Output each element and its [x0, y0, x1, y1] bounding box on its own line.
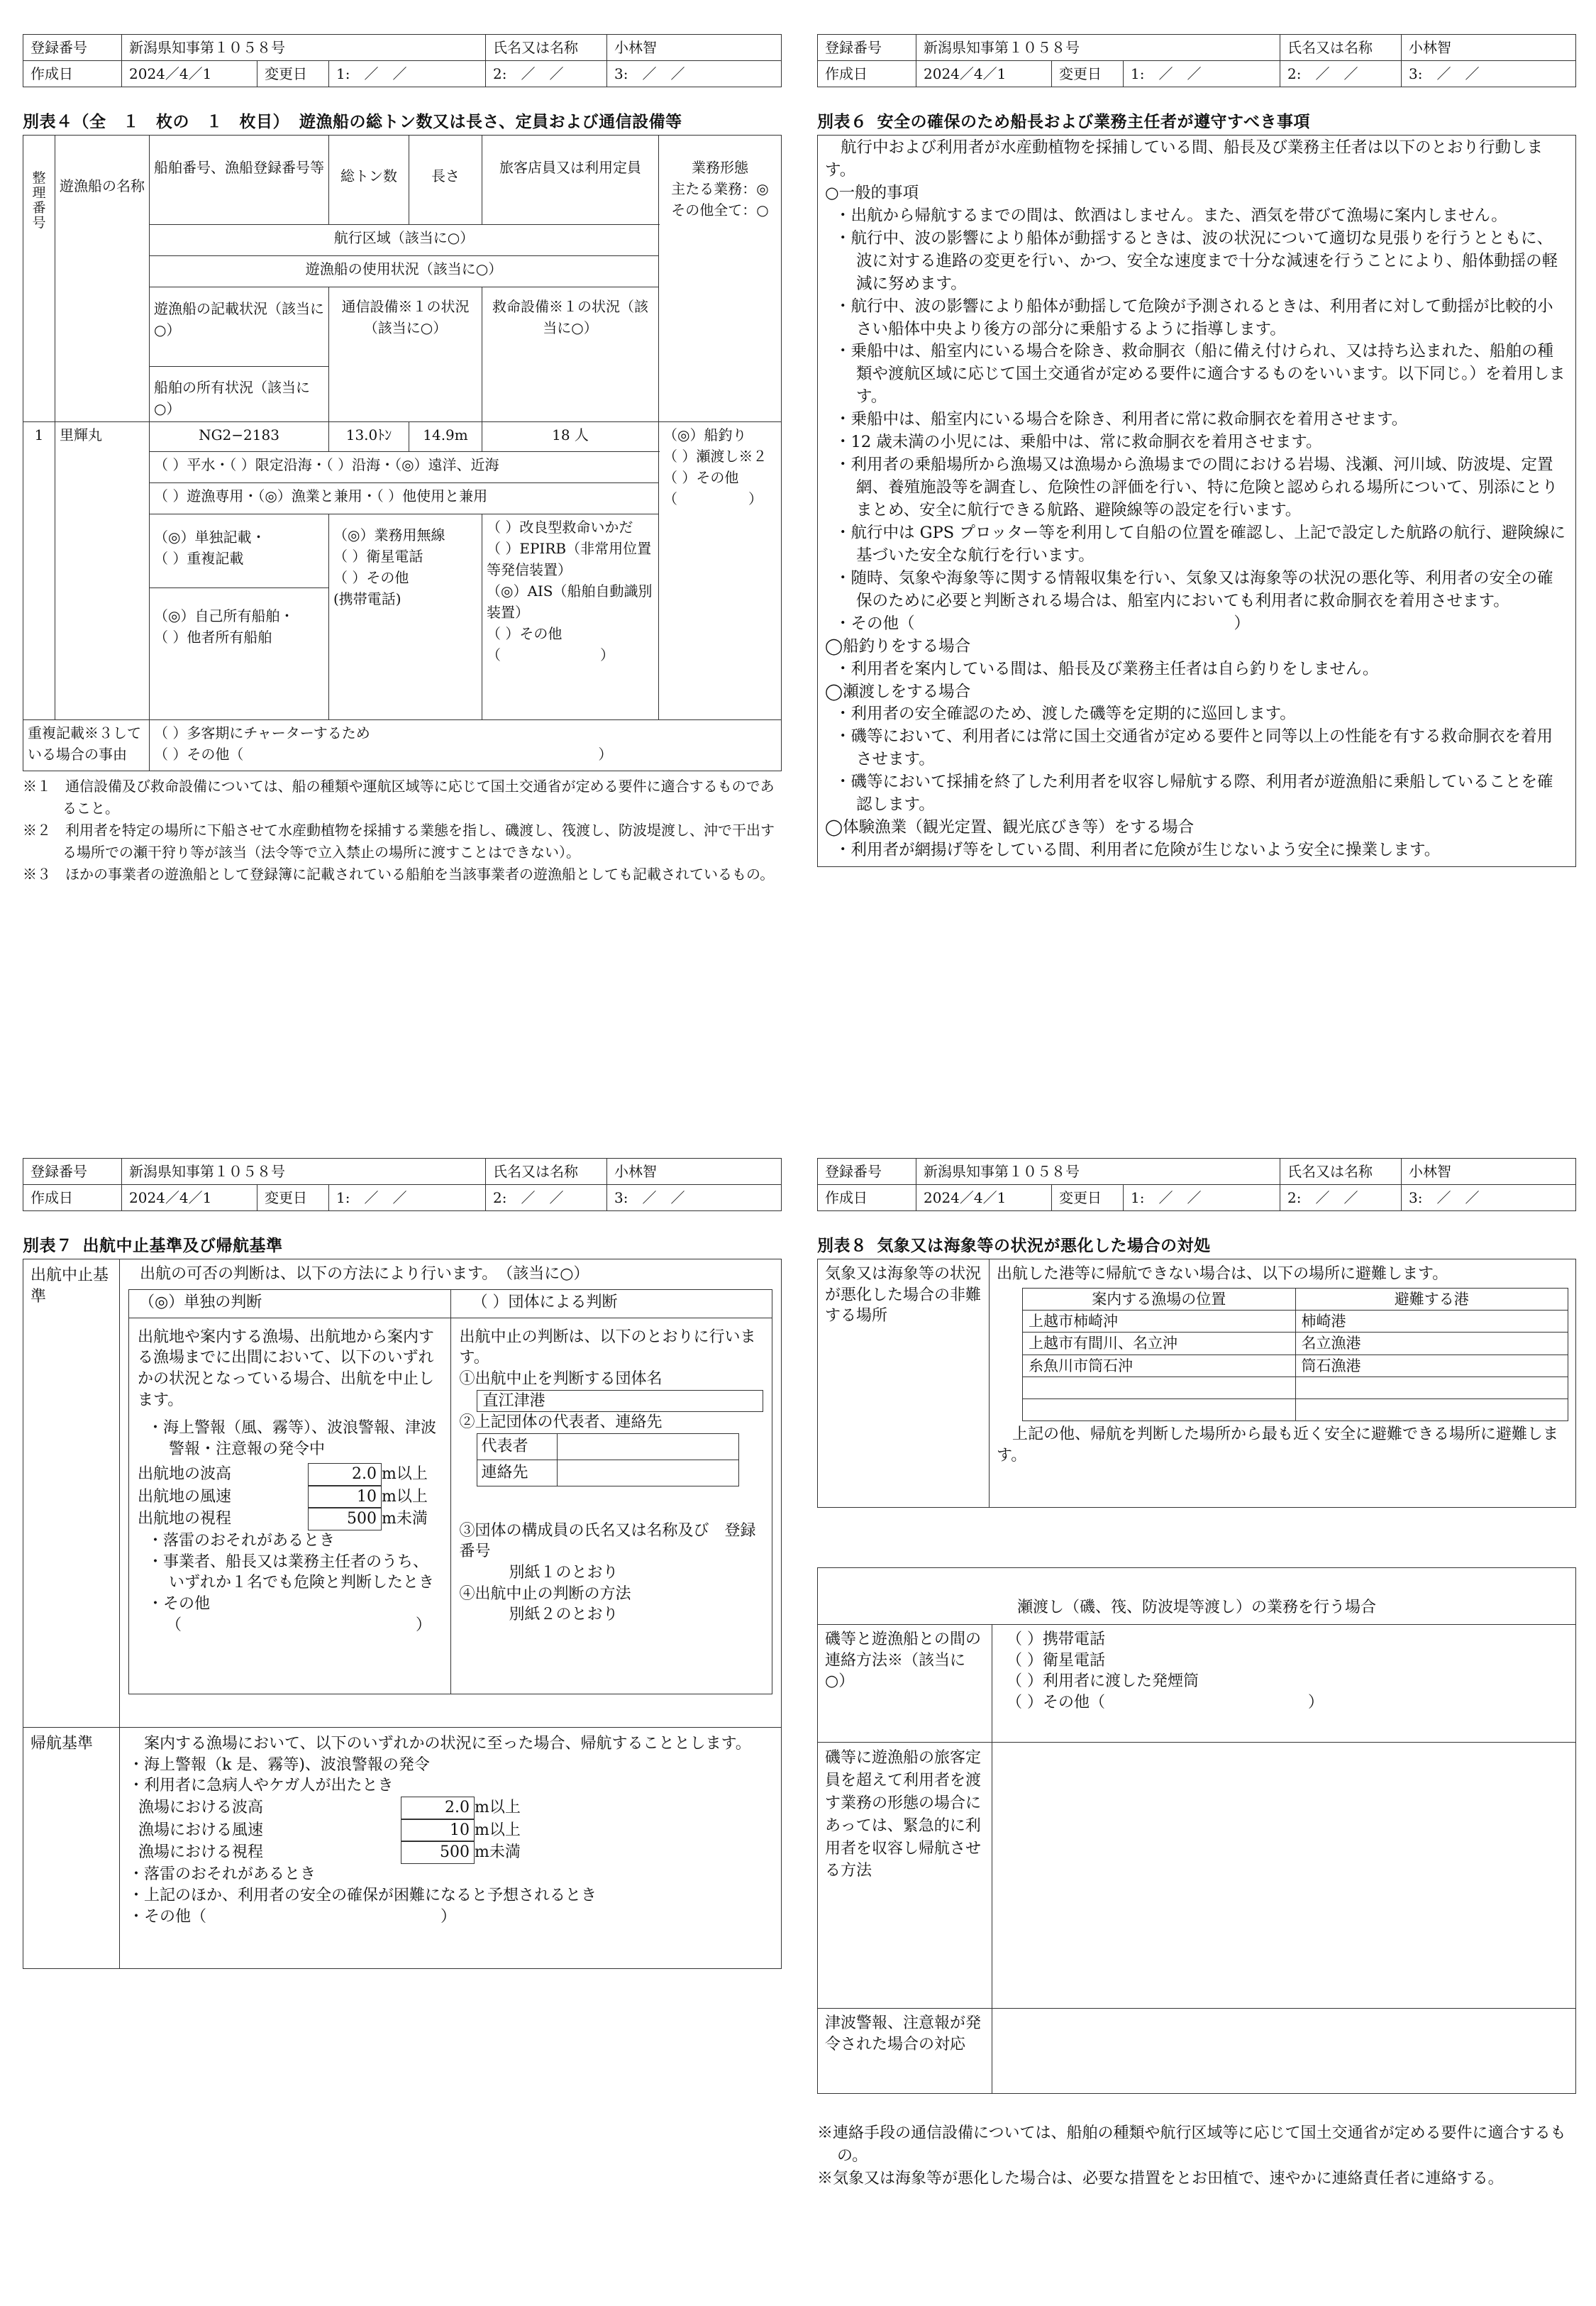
- single-text: 出航地や案内する漁場、出航地から案内する漁場までに出間において、以下のいずれかの状況となっている場合、出航を中止します。: [138, 1328, 435, 1409]
- col-place: 案内する漁場の位置: [1023, 1288, 1296, 1310]
- change3: 3: ／ ／: [1402, 61, 1576, 87]
- dup1: （ ）多客期にチャーターするため: [154, 724, 370, 741]
- reg-label: 登録番号: [818, 35, 916, 61]
- over-capacity-label: 磯等に遊漁船の旅客定員を超えて利用者を渡す業務の形態の場合にあっては、緊急的に利用者を収容し帰航させる方法: [818, 1743, 992, 2009]
- dup-label: 重複記載※３している場合の事由: [23, 720, 150, 771]
- group-rep-label: 代表者: [477, 1434, 557, 1460]
- stop-options: [128, 1289, 772, 1694]
- change2: 2: ／ ／: [486, 1185, 607, 1211]
- col-reg: 船舶番号、漁船登録番号等: [150, 136, 329, 225]
- stop-lead: 出航の可否の判断は、以下の方法により行います。 （該当に○）: [140, 1265, 589, 1283]
- name-label: 氏名又は名称: [486, 1159, 607, 1185]
- vis-value: 500: [308, 1508, 382, 1530]
- change3: 3: ／ ／: [1402, 1185, 1576, 1211]
- row-use-label: 遊漁船の使用状況（該当に○）: [150, 256, 659, 287]
- general-item: ・随時、気象や海象等に関する情報収集を行い、気象又は海象等の状況の悪化等、利用者の安全の確保のために必要と判断される場合は、船室内においても利用者に救命胴衣を着用させます。: [835, 568, 1553, 610]
- dup-values: [150, 720, 782, 771]
- ferry-item: ・磯等において、利用者には常に国土交通省が定める要件と同等以上の性能を有する救命胴衣を着用させます。: [835, 727, 1553, 769]
- wind-unit: m以上: [382, 1487, 428, 1506]
- return-item: ・海上警報（k 是、霧等)、波浪警報の発令: [128, 1755, 430, 1774]
- experience-item: ・利用者が網揚げ等をしている間、利用者に危険が生じないよう安全に操業します。: [835, 841, 1441, 860]
- place-cell: 上越市有間川、名立沖: [1023, 1333, 1296, 1355]
- single-item: ・海上警報（風、霧等）、波浪警報、津波警報・注意報の発令中: [148, 1419, 437, 1459]
- col-ton: 総トン数: [329, 136, 409, 225]
- return-label: 帰航基準: [23, 1728, 120, 1969]
- port-cell: 名立漁港: [1295, 1333, 1568, 1355]
- table-row: [1023, 1311, 1568, 1333]
- wind-row: [138, 1486, 442, 1508]
- place-cell: [1023, 1399, 1296, 1421]
- r-rescue: [482, 514, 659, 720]
- r-biz1: （◎）船釣り: [663, 426, 747, 443]
- footnote: ※気象又は海象等が悪化した場合は、必要な措置をとお田植で、速やかに連絡責任者に連絡する。: [817, 2169, 1504, 2188]
- general-item: ・乗船中は、船室内にいる場合を除き、利用者に常に救命胴衣を着用させます。: [835, 410, 1408, 429]
- r-res2: （ ）EPIRB（非常用位置等発信装置）: [487, 540, 652, 578]
- col-biz: [659, 136, 782, 422]
- change2: 2: ／ ／: [1280, 1185, 1402, 1211]
- table6-title: [817, 109, 1576, 132]
- port-cell: 筒石漁港: [1295, 1355, 1568, 1377]
- contact-item: （ ）衛星電話: [1007, 1651, 1105, 1670]
- col-cap: 旅客店員又は利用定員: [482, 136, 659, 225]
- panel-table7: [23, 1158, 782, 1969]
- reg-label: 登録番号: [818, 1159, 916, 1185]
- table4-title-text: 遊漁船の総トン数又は長さ、定員および通信設備等: [299, 113, 682, 131]
- table-row: [1023, 1399, 1568, 1421]
- r-vis-row: [128, 1841, 772, 1864]
- panel-table4: [23, 34, 782, 886]
- return-body: [120, 1728, 782, 1969]
- refuge-table: [817, 1259, 1576, 1508]
- section-general: ○一般的事項: [825, 183, 919, 202]
- port-cell: 柿崎港: [1295, 1311, 1568, 1333]
- group-contact-value: [557, 1460, 738, 1486]
- col-len: 長さ: [409, 136, 482, 225]
- table7-title-prefix: 別表７: [23, 1237, 73, 1255]
- stop-label: 出航中止基準: [23, 1259, 120, 1728]
- col-biz-label: 業務形態: [692, 159, 748, 176]
- created-value: 2024／4／1: [916, 61, 1052, 87]
- change1: 1: ／ ／: [1124, 1185, 1280, 1211]
- ferry-item: ・利用者の安全確認のため、渡した磯等を定期的に巡回します。: [835, 705, 1296, 724]
- r-comm3: （ ）その他: [333, 569, 409, 586]
- dup2: （ ）その他（ ）: [154, 746, 613, 763]
- r-name: 里輝丸: [55, 422, 150, 720]
- row-record-label: 遊漁船の記載状況（該当に○）: [150, 289, 328, 367]
- refuge-tail: 上記の他、帰航を判断した場所から最も近く安全に避難できる場所に避難します。: [997, 1425, 1559, 1464]
- group-name-value: 直江津港: [477, 1390, 764, 1413]
- header-table: [817, 34, 1576, 87]
- r-res5: （ ）: [487, 646, 614, 663]
- r-rec1: （◎）単独記載・: [154, 529, 266, 546]
- group-rep-value: [557, 1434, 738, 1460]
- r-biz2: （ ）瀬渡し※２: [663, 448, 767, 465]
- name-label: 氏名又は名称: [1280, 35, 1402, 61]
- table8-footnotes: [817, 2122, 1576, 2190]
- contact-label: 磯等と遊漁船との間の連絡方法※（該当に○）: [818, 1625, 992, 1743]
- group-item-3b: 別紙１のとおり: [509, 1563, 619, 1582]
- reg-label: 登録番号: [23, 35, 122, 61]
- change3: 3: ／ ／: [607, 1185, 782, 1211]
- col-port: 避難する港: [1295, 1288, 1568, 1310]
- return-item: ・その他（ ）: [128, 1907, 457, 1926]
- table-row: [1023, 1377, 1568, 1399]
- table-row: [1023, 1355, 1568, 1377]
- table8-title-prefix: 別表８: [817, 1237, 868, 1255]
- wave-row: [138, 1463, 442, 1486]
- group-body: [450, 1318, 772, 1694]
- r-wave-value: 2.0: [401, 1797, 475, 1819]
- general-item: ・乗船中は、船室内にいる場合を除き、救命胴衣（船に備え付けられ、又は持ち込まれた、船舶の種類や渡航区域に応じて国土交通省が定める要件に適合するものをいいます。以下同じ。）を着用します。: [835, 342, 1565, 407]
- wind-value: 10: [308, 1486, 382, 1508]
- r-len: 14.9m: [409, 422, 482, 452]
- table4-notes: [23, 776, 782, 886]
- col-biz-other: その他全て：○: [671, 202, 769, 219]
- reg-value: 新潟県知事第１０５８号: [122, 1159, 486, 1185]
- single-item: ・落雷のおそれがあるとき: [148, 1531, 336, 1550]
- tsunami-label: 津波警報、注意報が発令された場合の対応: [818, 2009, 992, 2094]
- r-comm: [329, 514, 482, 720]
- r-own: [150, 587, 328, 648]
- wave-label: 出航地の波高: [138, 1464, 232, 1483]
- panel-table6: [817, 34, 1576, 867]
- reg-value: 新潟県知事第１０５８号: [916, 1159, 1280, 1185]
- r-wave-unit: m以上: [475, 1799, 521, 1817]
- general-item: ・航行中は GPS プロッター等を利用して自船の位置を確認し、上記で設定した航路の航行、避険線に基づいた安全な航行を行います。: [835, 523, 1565, 565]
- note-1: ※１ 通信設備及び救命設備については、船の種類や運航区域等に応じて国土交通省が定める要件に適合するものであること。: [23, 778, 775, 817]
- place-cell: 糸魚川市筒石沖: [1023, 1355, 1296, 1377]
- table4-title: [23, 109, 782, 132]
- changed-label: 変更日: [257, 61, 329, 87]
- name-label: 氏名又は名称: [1280, 1159, 1402, 1185]
- name-value: 小林智: [1402, 1159, 1576, 1185]
- r-wind-unit: m以上: [475, 1821, 521, 1839]
- port-cell: [1295, 1377, 1568, 1399]
- r-vis-label: 漁場における視程: [138, 1843, 264, 1862]
- note-2: ※２ 利用者を特定の場所に下船させて水産動植物を採捕する業態を指し、磯渡し、筏渡し、防波堤渡し、沖で干出する場所での瀬干狩り等が該当（法令等で立入禁止の場所に渡すことはできない）。: [23, 822, 775, 861]
- r-res1: （ ）改良型救命いかだ: [487, 519, 633, 536]
- r-wave-row: [128, 1797, 772, 1819]
- table6-lead: 航行中および利用者が水産動植物を採捕している間、船長及び業務主任者は以下のとおり行動します。: [825, 138, 1544, 180]
- over-capacity-body: [992, 1743, 1576, 2009]
- change1: 1: ／ ／: [329, 1185, 486, 1211]
- table8-title: [817, 1232, 1576, 1256]
- contact-body: [992, 1625, 1576, 1743]
- r-wind-label: 漁場における風速: [138, 1821, 264, 1839]
- refuge-lead: 出航した港等に帰航できない場合は、以下の場所に避難します。: [997, 1265, 1448, 1283]
- contact-item: （ ）その他（ ）: [1007, 1694, 1324, 1712]
- port-cell: [1295, 1399, 1568, 1421]
- change1: 1: ／ ／: [1124, 61, 1280, 87]
- group-item-2: ②上記団体の代表者、連絡先: [459, 1413, 663, 1432]
- contact-item: （ ）利用者に渡した発煙筒: [1007, 1672, 1199, 1691]
- table7: [23, 1259, 782, 1969]
- row-area-label: 航行区域（該当に○）: [150, 225, 659, 256]
- r-comm4: (携帯電話): [333, 590, 401, 607]
- ferry-title: 瀬渡し（磯、筏、防波堤等渡し）の業務を行う場合: [818, 1568, 1576, 1625]
- r-biz4: （ ）: [663, 490, 763, 507]
- r-comm2: （ ）衛星電話: [333, 548, 423, 565]
- table8-title-text: 気象又は海象等の状況が悪化した場合の対処: [877, 1237, 1211, 1255]
- group-contact-label: 連絡先: [477, 1460, 557, 1486]
- vis-unit: m未満: [382, 1510, 428, 1528]
- section-fishing: ◯船釣りをする場合: [825, 636, 971, 656]
- wave-unit: m以上: [382, 1464, 428, 1483]
- fishing-item: ・利用者を案内している間は、船長及び業務主任者は自ら釣りをしません。: [835, 659, 1379, 678]
- general-item: ・航行中、波の影響により船体が動揺するときは、波の状況について適切な見張りを行うとともに、波に対する進路の変更を行い、かつ、安全な速度まで十分な減速を行うことにより、船体動揺の軽減に努めます。: [835, 228, 1558, 293]
- tsunami-body: [992, 2009, 1576, 2094]
- vis-label: 出航地の視程: [138, 1510, 232, 1528]
- header-table: [817, 1158, 1576, 1211]
- r-res3: （◎）AIS（船舶自動識別装置）: [487, 583, 653, 621]
- change2: 2: ／ ／: [1280, 61, 1402, 87]
- row-own-label: 船舶の所有状況（該当に○）: [154, 379, 310, 417]
- group-text: 出航中止の判断は、以下のとおりに行います。: [459, 1328, 756, 1367]
- return-item: ・利用者に急病人やケガ人が出たとき: [128, 1777, 394, 1795]
- footnote: ※連絡手段の通信設備については、船舶の種類や航行区域等に応じて国土交通省が定める要件に適合するもの。: [817, 2124, 1566, 2165]
- option-group: （ ）団体による判断: [450, 1289, 772, 1318]
- r-reg: NG2−2183: [150, 422, 329, 452]
- r-use: （ ）遊漁専用・（◎）漁業と兼用・（ ）他使用と兼用: [150, 483, 659, 514]
- reg-label: 登録番号: [23, 1159, 122, 1185]
- return-item: ・落雷のおそれがあるとき: [128, 1865, 316, 1884]
- header-table: [23, 34, 782, 87]
- group-item-4: ④出航中止の判断の方法: [459, 1584, 631, 1603]
- table6-title-text: 安全の確保のため船長および業務主任者が遵守すべき事項: [877, 113, 1311, 131]
- r-record-own: [150, 514, 329, 720]
- section-ferry: ◯瀬渡しをする場合: [825, 682, 971, 701]
- row-rescue-label: 救命設備※１の状況（該当に○）: [482, 287, 659, 422]
- wind-label: 出航地の風速: [138, 1487, 232, 1506]
- ferry-table: [817, 1567, 1576, 2094]
- general-item: ・12 歳未満の小児には、乗船中は、常に救命胴衣を着用させます。: [835, 433, 1322, 452]
- name-value: 小林智: [607, 35, 782, 61]
- option-single: （◎）単独の判断: [129, 1289, 451, 1318]
- group-item-3: ③団体の構成員の氏名又は名称及び 登録番号: [459, 1521, 756, 1561]
- col-name: 遊漁船の名称: [55, 136, 150, 422]
- changed-label: 変更日: [1052, 61, 1124, 87]
- refuge-label: 気象又は海象等の状況が悪化した場合の非難する場所: [818, 1259, 990, 1508]
- table4-title-prefix: 別表４（全 １ 枚の １ 枚目）: [23, 113, 289, 131]
- r-res4: （ ）その他: [487, 625, 563, 642]
- return-lead: 案内する漁場において、以下のいずれかの状況に至った場合、帰航することとします。: [144, 1735, 751, 1753]
- change1: 1: ／ ／: [329, 61, 486, 87]
- general-item: ・利用者の乗船場所から漁場又は漁場から漁場までの間における岩場、浅瀬、河川域、防波堤、定置網、養殖施設等を調査し、危険性の評価を行い、特に危険と認められる場所について、別添にとりまとめ、安全に航行できる航路、避険線等の設定を行います。: [835, 456, 1558, 519]
- group-item-1: ①出航中止を判断する団体名: [459, 1370, 663, 1389]
- name-label: 氏名又は名称: [486, 35, 607, 61]
- table7-title: [23, 1232, 782, 1256]
- r-own1: （◎）自己所有船舶・: [154, 607, 294, 624]
- group-contact-table: [477, 1433, 739, 1486]
- created-value: 2024／4／1: [122, 1185, 257, 1211]
- refuge-ports-table: [1022, 1288, 1568, 1421]
- changed-label: 変更日: [257, 1185, 329, 1211]
- stop-body: [120, 1259, 782, 1728]
- table7-title-text: 出航中止基準及び帰航基準: [82, 1237, 283, 1255]
- change2: 2: ／ ／: [486, 61, 607, 87]
- refuge-body: [990, 1259, 1576, 1508]
- change3: 3: ／ ／: [607, 61, 782, 87]
- single-body: [129, 1318, 451, 1694]
- table-row: [1023, 1333, 1568, 1355]
- created-value: 2024／4／1: [122, 61, 257, 87]
- table6-title-prefix: 別表６: [817, 113, 868, 131]
- r-comm1: （◎）業務用無線: [333, 526, 445, 544]
- row-record-own: [150, 287, 329, 422]
- r-rec2: （ ）重複記載: [154, 550, 244, 567]
- r-biz3: （ ）その他: [663, 469, 739, 486]
- col-biz-main: 主たる業務：◎: [671, 180, 769, 197]
- r-area: （ ）平水・（ ）限定沿海・（ ）沿海・（◎）遠洋、近海: [150, 452, 659, 483]
- r-no: 1: [23, 422, 55, 720]
- return-item: ・上記のほか、利用者の安全の確保が困難になると予想されるとき: [128, 1886, 597, 1904]
- created-label: 作成日: [23, 1185, 122, 1211]
- table6-box: [817, 135, 1576, 867]
- place-cell: 上越市柿崎沖: [1023, 1311, 1296, 1333]
- created-label: 作成日: [23, 61, 122, 87]
- r-biz: [659, 422, 782, 720]
- contact-item: （ ）携帯電話: [1007, 1631, 1105, 1648]
- single-item: （ ）: [166, 1616, 432, 1634]
- row-comm-label: 通信設備※１の状況（該当に○）: [329, 287, 482, 422]
- general-item: ・出航から帰航するまでの間は、飲酒はしません。また、酒気を帯びて漁場に案内しません。: [835, 206, 1507, 225]
- reg-value: 新潟県知事第１０５８号: [122, 35, 486, 61]
- vis-row: [138, 1508, 442, 1530]
- name-value: 小林智: [1402, 35, 1576, 61]
- general-item: ・航行中、波の影響により船体が動揺して危険が予測されるときは、利用者に対して動揺が比較的小さい船体中央より後方の部分に乗船するように指導します。: [835, 297, 1553, 338]
- group-item-4b: 別紙２のとおり: [509, 1606, 619, 1624]
- wave-value: 2.0: [308, 1463, 382, 1486]
- r-wind-row: [128, 1819, 772, 1842]
- created-label: 作成日: [818, 61, 916, 87]
- header-table: [23, 1158, 782, 1211]
- name-value: 小林智: [607, 1159, 782, 1185]
- place-cell: [1023, 1377, 1296, 1399]
- created-value: 2024／4／1: [916, 1185, 1052, 1211]
- single-item: ・事業者、船長又は業務主任者のうち、いずれか１名でも危険と判断したとき: [148, 1552, 435, 1592]
- panel-table8: [817, 1158, 1576, 2190]
- r-cap: 18 人: [482, 422, 659, 452]
- section-experience: ◯体験漁業（観光定置、観光底びき等）をする場合: [825, 818, 1195, 837]
- ferry-item: ・磯等において採捕を終了した利用者を収容し帰航する際、利用者が遊漁船に乗船していることを確認します。: [835, 773, 1553, 815]
- created-label: 作成日: [818, 1185, 916, 1211]
- r-vis-unit: m未満: [475, 1843, 521, 1862]
- general-item: ・その他（ ）: [835, 614, 1251, 633]
- r-wave-label: 漁場における波高: [138, 1799, 264, 1817]
- changed-label: 変更日: [1052, 1185, 1124, 1211]
- table4: [23, 135, 782, 771]
- col-no: 整理番号: [23, 136, 55, 422]
- single-item: ・その他: [148, 1594, 211, 1613]
- r-vis-value: 500: [401, 1841, 475, 1864]
- r-own2: （ ）他者所有船舶: [154, 629, 272, 646]
- r-ton: 13.0ﾄﾝ: [329, 422, 409, 452]
- r-wind-value: 10: [401, 1819, 475, 1842]
- note-3: ※３ ほかの事業者の遊漁船として登録簿に記載されている船舶を当該事業者の遊漁船としても記載されているもの。: [23, 866, 775, 883]
- reg-value: 新潟県知事第１０５８号: [916, 35, 1280, 61]
